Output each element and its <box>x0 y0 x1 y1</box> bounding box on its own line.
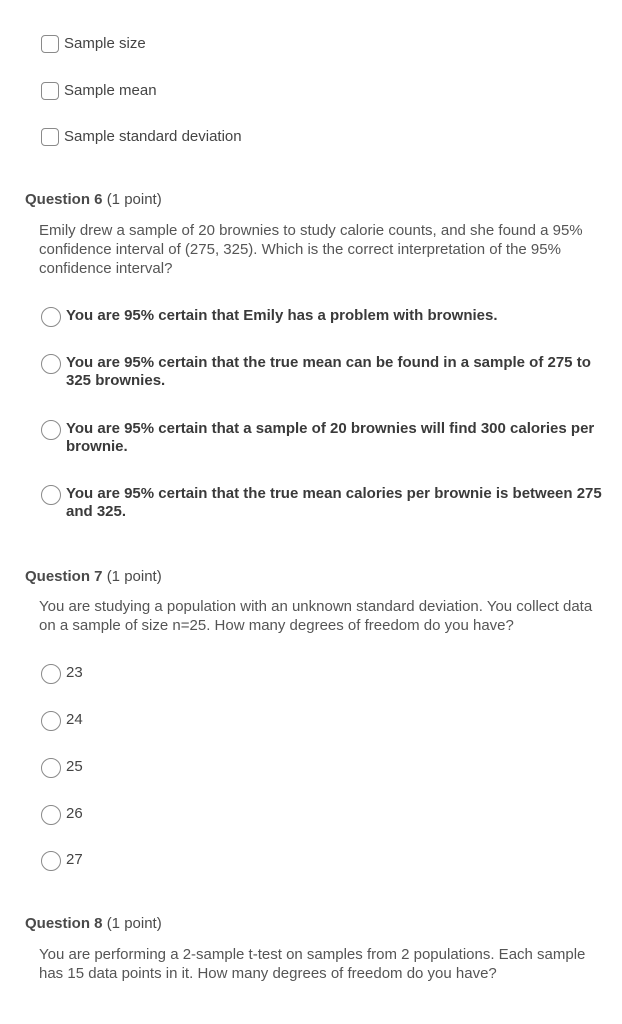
q6-heading <box>25 191 162 209</box>
q6-option-c[interactable] <box>41 420 602 456</box>
q7-option-27[interactable] <box>41 851 602 871</box>
q5-checkbox[interactable] <box>41 35 59 53</box>
q8-points: (1 point) <box>106 915 162 932</box>
q6-points: (1 point) <box>106 191 162 208</box>
q7-heading <box>25 568 162 586</box>
q5-option-label: Sample size <box>64 35 146 52</box>
q7-radio[interactable] <box>41 805 61 825</box>
q5-checkbox[interactable] <box>41 82 59 100</box>
q6-title: Question 6 <box>25 191 103 208</box>
q7-radio[interactable] <box>41 851 61 871</box>
q7-option-26[interactable] <box>41 805 602 825</box>
q5-option-sample-sd[interactable] <box>41 128 602 146</box>
q7-prompt: You are studying a population with an unknown standard deviation. You collect data on a sample of size n=25. How many degrees of freedom do you have? <box>39 598 593 634</box>
q7-option-label: 23 <box>66 664 83 681</box>
q7-option-label: 24 <box>66 711 83 728</box>
q7-option-24[interactable] <box>41 711 602 731</box>
q7-radio[interactable] <box>41 758 61 778</box>
q5-option-sample-size[interactable] <box>41 35 602 53</box>
q6-option-label: You are 95% certain that a sample of 20 brownies will find 300 calories per brownie. <box>66 420 595 455</box>
q7-option-label: 25 <box>66 758 83 775</box>
q8-heading <box>25 915 162 933</box>
q8-title: Question 8 <box>25 915 103 932</box>
q6-radio[interactable] <box>41 354 61 374</box>
q6-radio[interactable] <box>41 420 61 440</box>
q7-option-label: 26 <box>66 805 83 822</box>
q7-points: (1 point) <box>106 568 162 585</box>
q7-option-label: 27 <box>66 851 83 868</box>
q7-title: Question 7 <box>25 568 103 585</box>
q6-radio[interactable] <box>41 485 61 505</box>
q6-option-a[interactable] <box>41 307 602 327</box>
q5-option-label: Sample standard deviation <box>64 128 242 145</box>
q5-option-label: Sample mean <box>64 82 157 99</box>
q7-radio[interactable] <box>41 664 61 684</box>
q6-radio[interactable] <box>41 307 61 327</box>
q5-checkbox[interactable] <box>41 128 59 146</box>
q6-option-d[interactable] <box>41 485 602 521</box>
q6-option-label: You are 95% certain that the true mean calories per brownie is between 275 and 325. <box>66 485 602 520</box>
q8-prompt: You are performing a 2-sample t-test on samples from 2 populations. Each sample has 15 data points in it. How many degrees of freedom do you have? <box>39 946 586 982</box>
q7-option-25[interactable] <box>41 758 602 778</box>
q7-option-23[interactable] <box>41 664 602 684</box>
q6-option-label: You are 95% certain that Emily has a problem with brownies. <box>66 307 498 324</box>
q6-prompt: Emily drew a sample of 20 brownies to study calorie counts, and she found a 95% confidence interval of (275, 325). Which is the correct interpretation of the 95% confidence interval? <box>39 222 583 277</box>
q6-option-b[interactable] <box>41 354 602 390</box>
q5-option-sample-mean[interactable] <box>41 82 602 100</box>
q6-option-label: You are 95% certain that the true mean can be found in a sample of 275 to 325 brownies. <box>66 354 591 389</box>
q7-radio[interactable] <box>41 711 61 731</box>
